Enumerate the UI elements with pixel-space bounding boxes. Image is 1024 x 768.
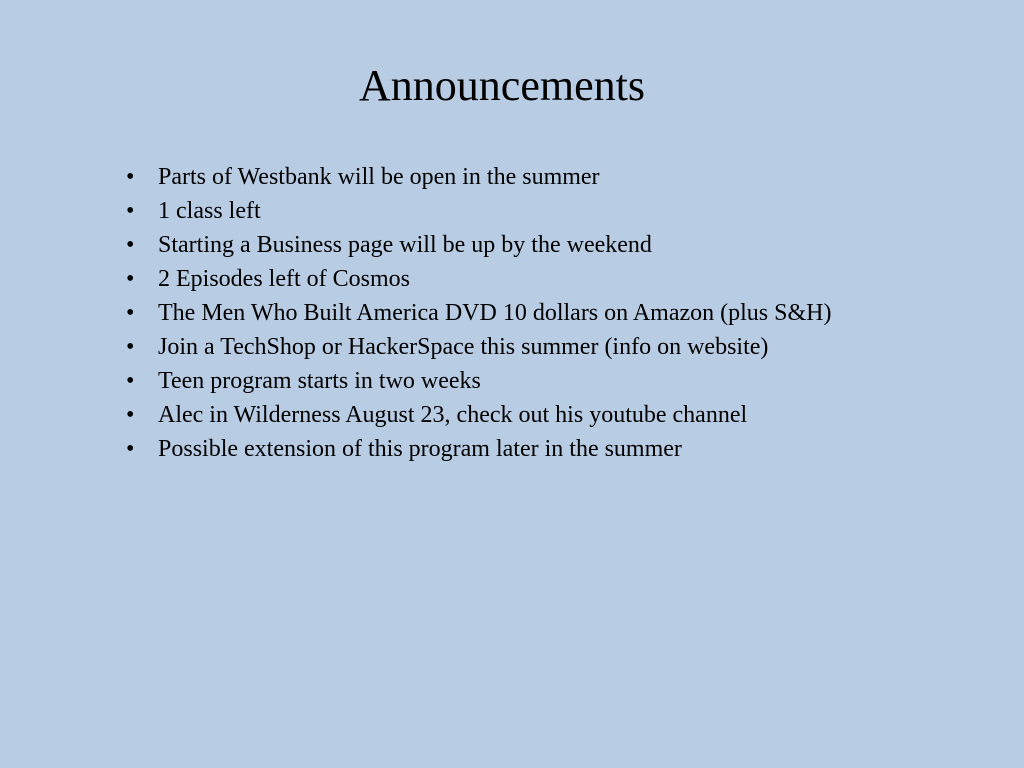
list-item (126, 296, 896, 330)
list-item (126, 194, 896, 228)
list-item-text: Parts of Westbank will be open in the summer (158, 164, 600, 190)
list-item-text: Possible extension of this program later in the summer (158, 436, 682, 462)
bullet-icon: • (126, 266, 135, 292)
list-item-text: The Men Who Built America DVD 10 dollars on Amazon (plus S&H) (158, 300, 832, 326)
bullet-icon: • (126, 300, 135, 326)
list-item (126, 262, 896, 296)
list-item (126, 364, 896, 398)
announcement-list (126, 160, 896, 466)
list-item (126, 228, 896, 262)
bullet-icon: • (126, 198, 135, 224)
bullet-icon: • (126, 402, 135, 428)
bullet-icon: • (126, 232, 135, 258)
bullet-icon: • (126, 334, 135, 360)
list-item-text: Alec in Wilderness August 23, check out his youtube channel (158, 402, 748, 428)
list-item (126, 330, 896, 364)
bullet-icon: • (126, 164, 135, 190)
list-item (126, 160, 896, 194)
list-item (126, 398, 896, 432)
list-item-text: Starting a Business page will be up by the weekend (158, 232, 652, 258)
bullet-icon: • (126, 368, 135, 394)
list-item-text: Teen program starts in two weeks (158, 368, 481, 394)
list-item-text: Join a TechShop or HackerSpace this summer (info on website) (158, 334, 769, 360)
bullet-icon: • (126, 436, 135, 462)
list-item-text: 2 Episodes left of Cosmos (158, 266, 410, 292)
list-item-text: 1 class left (158, 198, 261, 224)
list-item (126, 432, 896, 466)
slide-title: Announcements (359, 61, 645, 110)
